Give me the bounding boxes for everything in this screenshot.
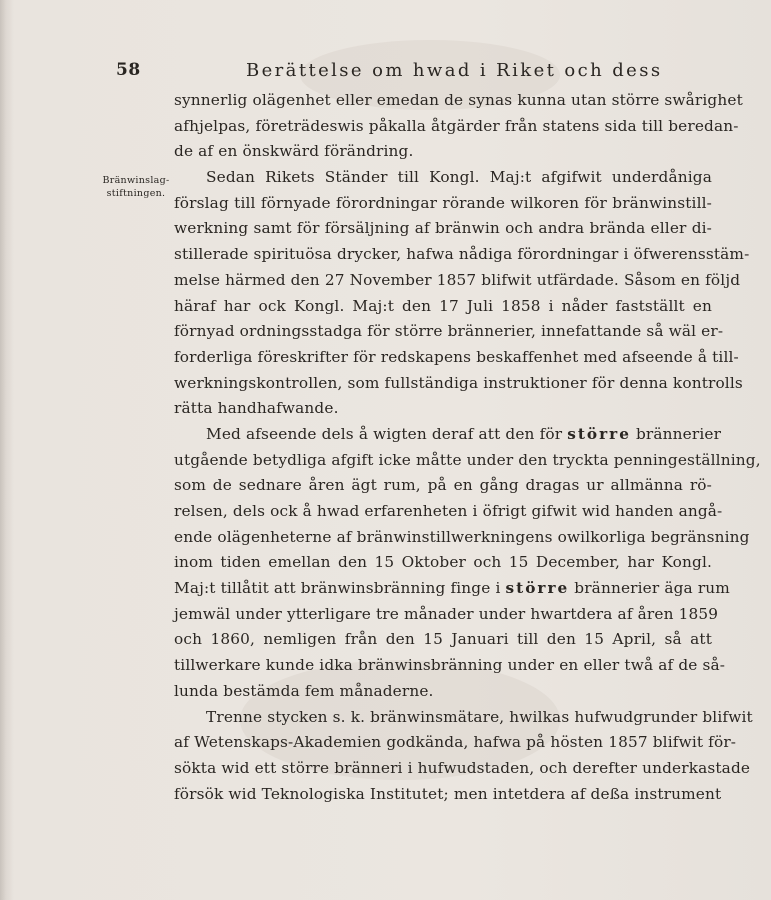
page-header	[0, 60, 771, 86]
text-segment: brännerier	[635, 424, 722, 443]
text-line: Trenne stycken s. k. bränwinsmätare, hwilkas hufwudgrunder blifwit	[206, 707, 753, 726]
text-line: förnyad ordningsstadga för större brännerier, innefattande så wäl er-	[174, 322, 724, 341]
text-line: melse härmed den 27 November 1857 blifwit utfärdade. Såsom en följd	[174, 270, 741, 289]
text-segment: Maj:t tillåtit att bränwinsbränning finge i	[174, 579, 501, 598]
emphasized-word: större	[505, 579, 570, 598]
text-line: Sedan Rikets Ständer till Kongl. Maj:t afgifwit underdåniga	[206, 168, 712, 187]
text-line	[174, 422, 722, 448]
margin-note	[96, 174, 176, 200]
text-line	[174, 576, 730, 602]
text-line: jemwäl under ytterligare tre månader under hwartdera af åren 1859	[174, 604, 719, 623]
text-line: de af en önskwärd förändring.	[174, 142, 414, 161]
text-line: förslag till förnyade förordningar rörande wilkoren för bränwinstill-	[174, 193, 712, 212]
text-line: tillwerkare kunde idka bränwinsbränning under en eller twå af de så-	[174, 656, 726, 675]
text-line: som de sednare åren ägt rum, på en gång dragas ur allmänna rö-	[174, 476, 712, 495]
text-line: försök wid Teknologiska Institutet; men intetdera af deßa instrument	[174, 784, 722, 803]
text-line: lunda bestämda fem månaderne.	[174, 681, 434, 700]
text-line: utgående betydliga afgift icke måtte under den tryckta penningeställning,	[174, 450, 761, 469]
text-line: rätta handhafwande.	[174, 399, 339, 418]
text-line: relsen, dels ock å hwad erfarenheten i öfrigt gifwit wid handen angå-	[174, 502, 723, 520]
text-line: forderliga föreskrifter för redskapens beskaffenhet med afseende å till-	[174, 347, 739, 366]
emphasized-word: större	[567, 424, 631, 443]
text-line: ende olägenheterne af bränwinstillwerkningens owilkorliga begränsning	[174, 527, 750, 546]
text-line: häraf har ock Kongl. Maj:t den 17 Juli 1858 i nåder fastställt en	[174, 296, 712, 315]
running-head: Berättelse om hwad i Riket och dess	[246, 60, 663, 81]
text-line: synnerlig olägenhet eller emedan de synas kunna utan större swårighet	[174, 91, 743, 109]
text-line: stillerade spirituösa drycker, hafwa nådiga förordningar i öfwerensstäm-	[174, 245, 750, 264]
text-line: inom tiden emellan den 15 Oktober och 15 December, har Kongl.	[174, 553, 712, 572]
text-line: sökta wid ett större bränneri i hufwudstaden, och derefter underkastade	[174, 758, 751, 777]
text-line: werkningskontrollen, som fullständiga instruktioner för denna kontrolls	[174, 373, 743, 392]
page-number: 58	[116, 60, 141, 80]
margin-note-line: Bränwinslag-	[102, 175, 170, 186]
text-line: afhjelpas, företrädeswis påkalla åtgärder från statens sida till beredan-	[174, 116, 739, 135]
text-line: af Wetenskaps-Akademien godkända, hafwa på hösten 1857 blifwit för-	[174, 733, 737, 752]
margin-note-line: stiftningen.	[106, 188, 166, 199]
text-line: och 1860, nemligen från den 15 Januari till den 15 April, så att	[174, 630, 712, 649]
body-text	[174, 88, 761, 807]
text-segment: brännerier äga rum	[574, 579, 730, 598]
text-segment: Med afseende dels å wigten deraf att den för	[206, 424, 563, 443]
text-line: werkning samt för försäljning af bränwin och andra brända eller di-	[174, 219, 712, 238]
